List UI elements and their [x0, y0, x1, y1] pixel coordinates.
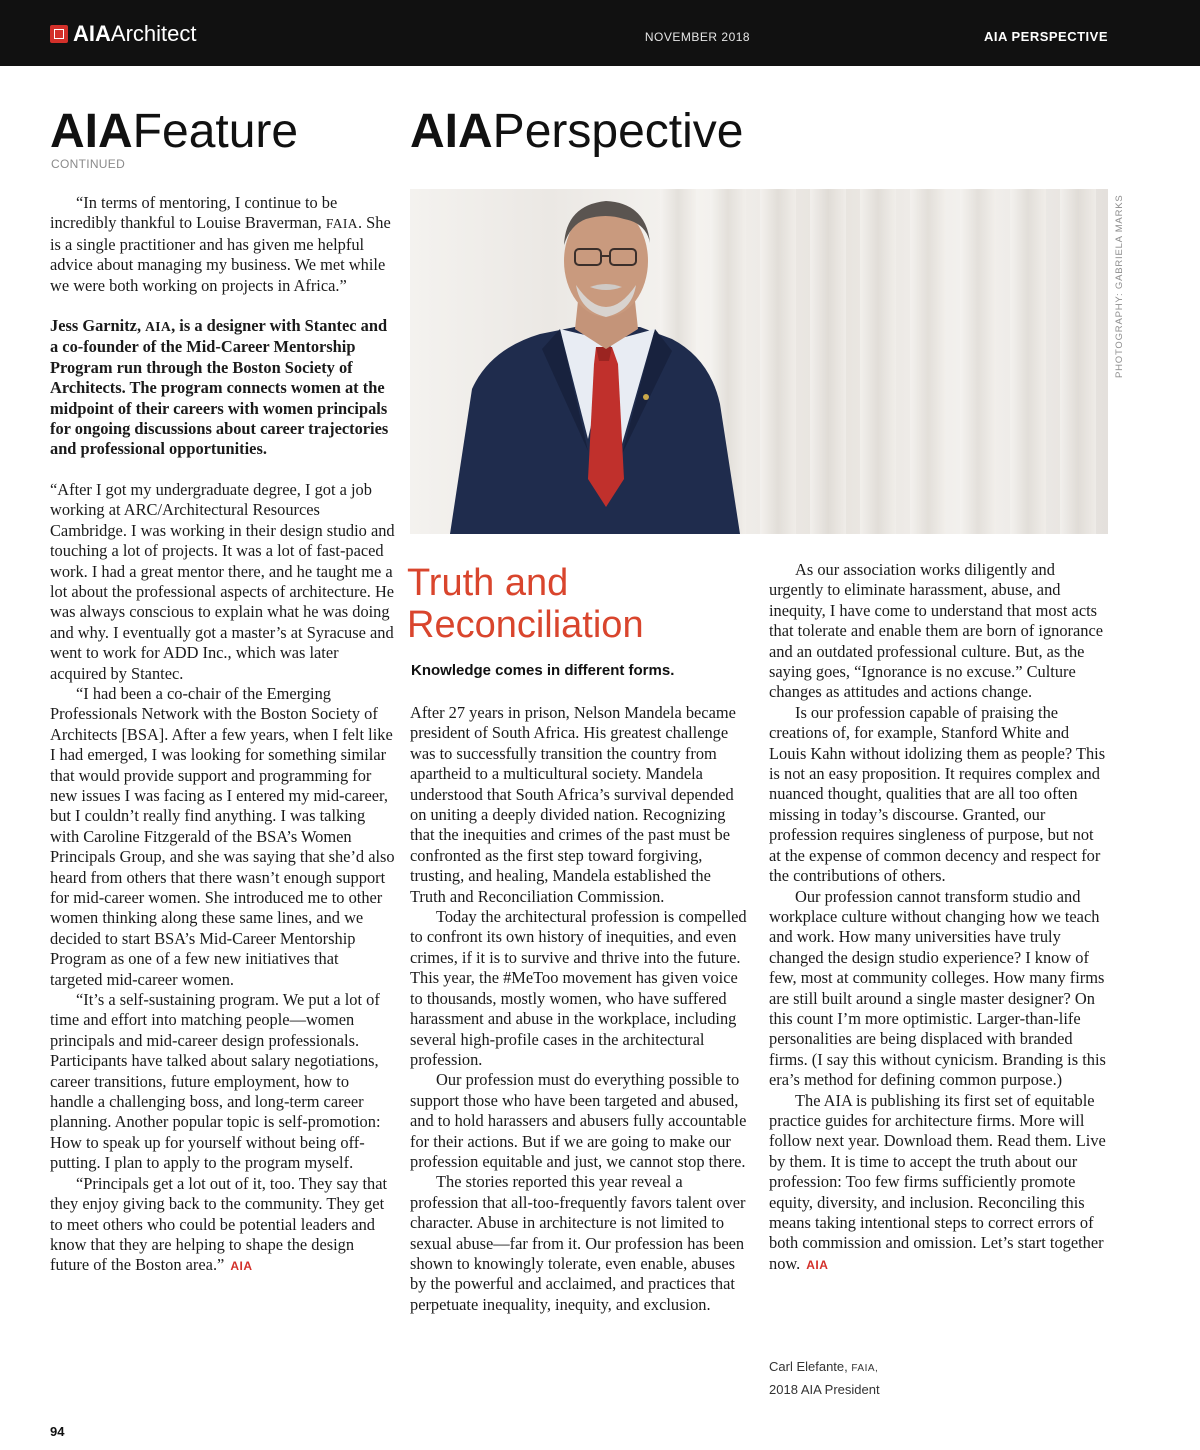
- feature-paragraph: “After I got my undergraduate degree, I got a job working at ARC/Architectural Resources Cambridge. I was working in their design studio and touching a lot of projects. It was a lot of fast-paced work. I had a great mentor there, and he taught me a lot about the professional aspects of architecture. He was always conscious to explain what he was doing and why. I eventually got a master’s at Syracuse and went to work for ADD Inc., which was later acquired by Stantec.: [50, 479, 395, 683]
- feature-title-bold: AIA: [50, 105, 133, 158]
- issue-date: NOVEMBER 2018: [644, 30, 751, 44]
- feature-title-rest: Feature: [132, 105, 299, 158]
- text: The AIA is publishing its first set of equitable practice guides for architecture firms. More will follow next year. Download them. Read them. Live by them. It is time to accept the truth about our profession: Too few firms sufficiently promote equity, diversity, and inclusion. Reconciling this means taking intentional steps to correct errors of both commission and omission. Let’s start together now.: [769, 1090, 1106, 1273]
- article-paragraph: Today the architectural profession is compelled to confront its own history of inequities, and even crimes, if it is to survive and thrive into the future. This year, the #MeToo movement has given voice to thousands, mostly women, who have suffered harassment and abuse in the workplace, including several high-profile cases in the architectural profession.: [410, 907, 747, 1069]
- perspective-title: [410, 106, 743, 158]
- article-column-left: [410, 703, 750, 1315]
- feature-paragraph: [50, 193, 395, 296]
- article-paragraph: The stories reported this year reveal a profession that all-too-frequently favors talent over character. Abuse in architecture is not limited to sexual abuse—far from it. Our profession has been shown to knowingly tolerate, even enable, abuses by the powerful and acclaimed, and practices that perpetuate inequality, inequity, and exclusion.: [410, 1172, 746, 1314]
- article-paragraph: As our association works diligently and urgently to eliminate harassment, abuse, and inequity, I have come to understand that most acts that tolerate and enable them are born of ignorance and an outdated professional culture. But, as the saying goes, “Ignorance is no excuse.” Culture changes as attitudes and actions change.: [769, 560, 1104, 702]
- author-title: 2018 AIA President: [769, 1382, 880, 1397]
- perspective-title-rest: Perspective: [492, 105, 744, 158]
- brand-rest: Architect: [110, 21, 197, 46]
- text: Jess Garnitz,: [50, 316, 146, 336]
- article-paragraph: After 27 years in prison, Nelson Mandela became president of South Africa. His greatest challenge was to successfully transition the country from apartheid to a multicultural society. Mandela understood that South Africa’s survival depended on uniting a deeply divided nation. Recognizing that the inequities and crimes of the past must be confronted as the first step toward forgiving, trusting, and healing, Mandela established the Truth and Reconciliation Commission.: [410, 703, 736, 906]
- perspective-title-bold: AIA: [410, 105, 493, 158]
- author-name: Carl Elefante,: [769, 1359, 852, 1374]
- profile-bio: [50, 316, 395, 460]
- feature-title: [50, 106, 298, 158]
- feature-paragraph: “It’s a self-sustaining program. We put a lot of time and effort into matching people—women principals and mid-career design professionals. Participants have talked about salary negotiations, career transitions, future employment, how to handle a challenging boss, and long-term career planning. Another popular topic is self-promotion: How to speak up for yourself without being off-putting. I plan to apply to the program myself.: [50, 990, 381, 1173]
- credential: FAIA: [325, 216, 358, 232]
- article-paragraph: [769, 1091, 1109, 1276]
- page-number: 94: [50, 1424, 65, 1439]
- feature-column: [50, 193, 395, 1277]
- article-paragraph: Is our profession capable of praising the creations of, for example, Stanford White and Louis Kahn without idolizing them as people? This is not an easy proposition. It requires complex and nuanced thought, qualities that are all too often missing in today’s discourse. Granted, our profession requires singleness of purpose, but not at the expense of common decency and respect for the contributions of others.: [769, 702, 1106, 886]
- feature-paragraph: [50, 1174, 395, 1277]
- photo-credit: PHOTOGRAPHY: GABRIELA MARKS: [1114, 194, 1125, 378]
- article-paragraph: Our profession cannot transform studio and workplace culture without changing how we teach and work. How many universities have truly changed the design studio experience? I know of few, most at community colleges. How many firms are still built around a single master designer? On this count I’m more optimistic. Larger-than-life personalities are being displaced with branded firms. (I say this without cynicism. Branding is this era’s method for defining common purpose.): [769, 886, 1106, 1090]
- credential: AIA: [145, 319, 172, 335]
- author-name-line: [769, 1356, 880, 1379]
- article-column-right: [769, 560, 1109, 1275]
- author-byline: [769, 1356, 880, 1400]
- text: . She is a single practitioner and has given me helpful advice about managing my business. We met while we were both working on projects in Africa.”: [50, 213, 391, 295]
- section-label: AIA PERSPECTIVE: [983, 29, 1108, 44]
- brand-bold: AIA: [73, 21, 111, 46]
- text: “In terms of mentoring, I continue to be incredibly thankful to Louise Braverman,: [50, 193, 338, 233]
- top-bar: [0, 0, 1200, 66]
- portrait-photo: [410, 189, 1108, 534]
- author-credential: FAIA,: [851, 1363, 879, 1374]
- continued-label: CONTINUED: [51, 157, 126, 171]
- portrait-illustration: [410, 189, 1108, 534]
- text: , is a designer with Stantec and a co-founder of the Mid-Career Mentorship Program run through the Boston Society of Architects. The program connects women at the midpoint of their careers with women principals for ongoing discussions about career trajectories and professional opportunities.: [50, 316, 389, 459]
- text: “Principals get a lot out of it, too. They say that they enjoy giving back to the community. They get to meet others who could be potential leaders and know that they are helping to shape the design future of the Boston area.”: [50, 1173, 388, 1275]
- article-paragraph: Our profession must do everything possible to support those who have been targeted and abused, and to hold harassers and abusers fully accountable for their actions. But if we are going to make our profession equitable and just, we cannot stop there.: [410, 1070, 747, 1171]
- end-mark: AIA: [230, 1259, 253, 1274]
- end-mark: AIA: [806, 1257, 829, 1272]
- article-dek: Knowledge comes in different forms.: [411, 662, 675, 679]
- feature-paragraph: “I had been a co-chair of the Emerging Professionals Network with the Boston Society of Architects [BSA]. After a few years, when I felt like I had emerged, I was looking for something similar that would provide support and programming for new issues I was facing as I entered my mid-career, but I couldn’t really find anything. I was talking with Caroline Fitzgerald of the BSA’s Women Principals Group, and she was saying that she’d also heard from others that there wasn’t enough support for mid-career women. She introduced me to other women thinking along these same lines, and we decided to start BSA’s Mid-Career Mentorship Program as one of a few new initiatives that targeted mid-career women.: [50, 683, 395, 989]
- article-headline: Truth and Reconciliation: [407, 562, 644, 646]
